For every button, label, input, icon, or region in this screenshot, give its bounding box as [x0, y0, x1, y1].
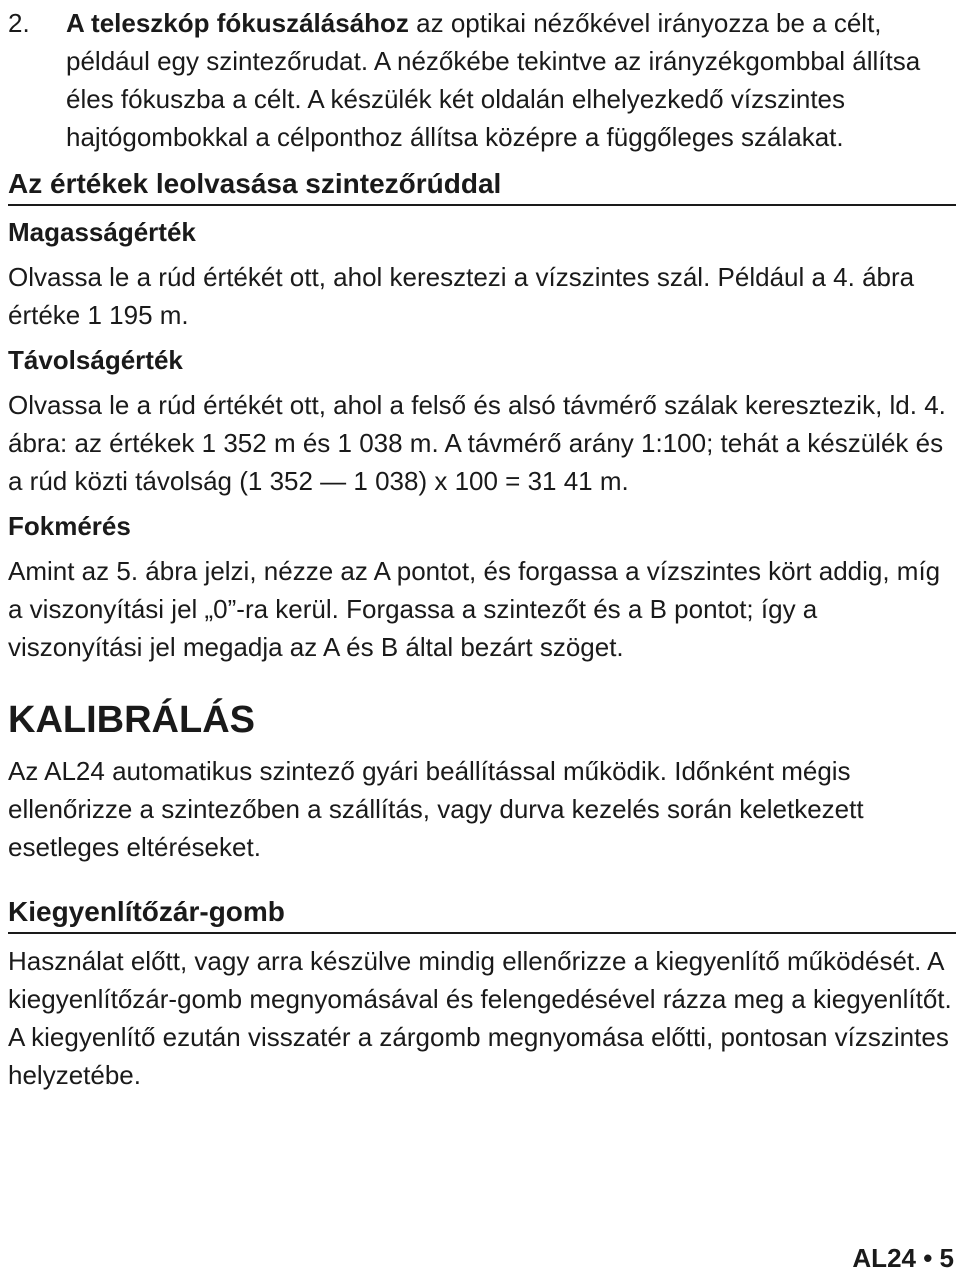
section-heading-reading-values: Az értékek leolvasása szintezőrúddal: [8, 166, 956, 206]
heading-calibration: KALIBRÁLÁS: [8, 699, 255, 741]
manual-page: [8, 0, 956, 1094]
paragraph-height-value: Olvassa le a rúd értékét ott, ahol keresztezi a vízszintes szál. Például a 4. ábra értéke 1 195 m.: [8, 262, 915, 330]
list-item-bold-lead: A teleszkóp fókuszálásához: [66, 8, 409, 38]
paragraph-calibration: Az AL24 automatikus szintező gyári beállítással működik. Időnként mégis ellenőrizze a szintezőben a szállítás, vagy durva kezelés során keletkezett esetleges eltéréseket.: [8, 756, 864, 862]
paragraph-compensator: Használat előtt, vagy arra készülve mindig ellenőrizze a kiegyenlítő működését. A kiegyenlítőzár-gomb megnyomásával és felengedésével rázza meg a kiegyenlítőt. A kiegyenlítő ezután visszatér a zárgomb megnyomása előtti, pontosan vízszintes helyzetébe.: [8, 946, 952, 1090]
list-item-text: az optikai nézőkével irányozza be a célt, például egy szintezőrudat. A nézőkébe tekintve az irányzékgombbal állítsa éles fókuszba a célt. A készülék két oldalán elhelyezkedő vízszintes hajtógombokkal a célponthoz állítsa középre a függőleges szálakat.: [66, 8, 921, 152]
list-item-number: 2.: [8, 8, 30, 38]
section-heading-compensator: Kiegyenlítőzár-gomb: [8, 894, 956, 934]
subheading-distance-value: Távolságérték: [8, 345, 183, 375]
subheading-height-value: Magasságérték: [8, 217, 196, 247]
paragraph-angle-measurement: Amint az 5. ábra jelzi, nézze az A pontot, és forgassa a vízszintes kört addig, míg a viszonyítási jel „0”-ra kerül. Forgassa a szintezőt és a B pontot; így a viszonyítási jel megadja az A és B által bezárt szöget.: [8, 556, 941, 662]
subheading-angle-measurement: Fokmérés: [8, 511, 131, 541]
list-item-2: [8, 4, 956, 156]
page-footer: AL24 • 5: [852, 1243, 954, 1273]
paragraph-distance-value: Olvassa le a rúd értékét ott, ahol a felső és alsó távmérő szálak keresztezik, ld. 4. ábra: az értékek 1 352 m és 1 038 m. A távmérő arány 1:100; tehát a készülék és a rúd közti távolság (1 352 — 1 038) x 100 = 31 41 m.: [8, 390, 946, 496]
